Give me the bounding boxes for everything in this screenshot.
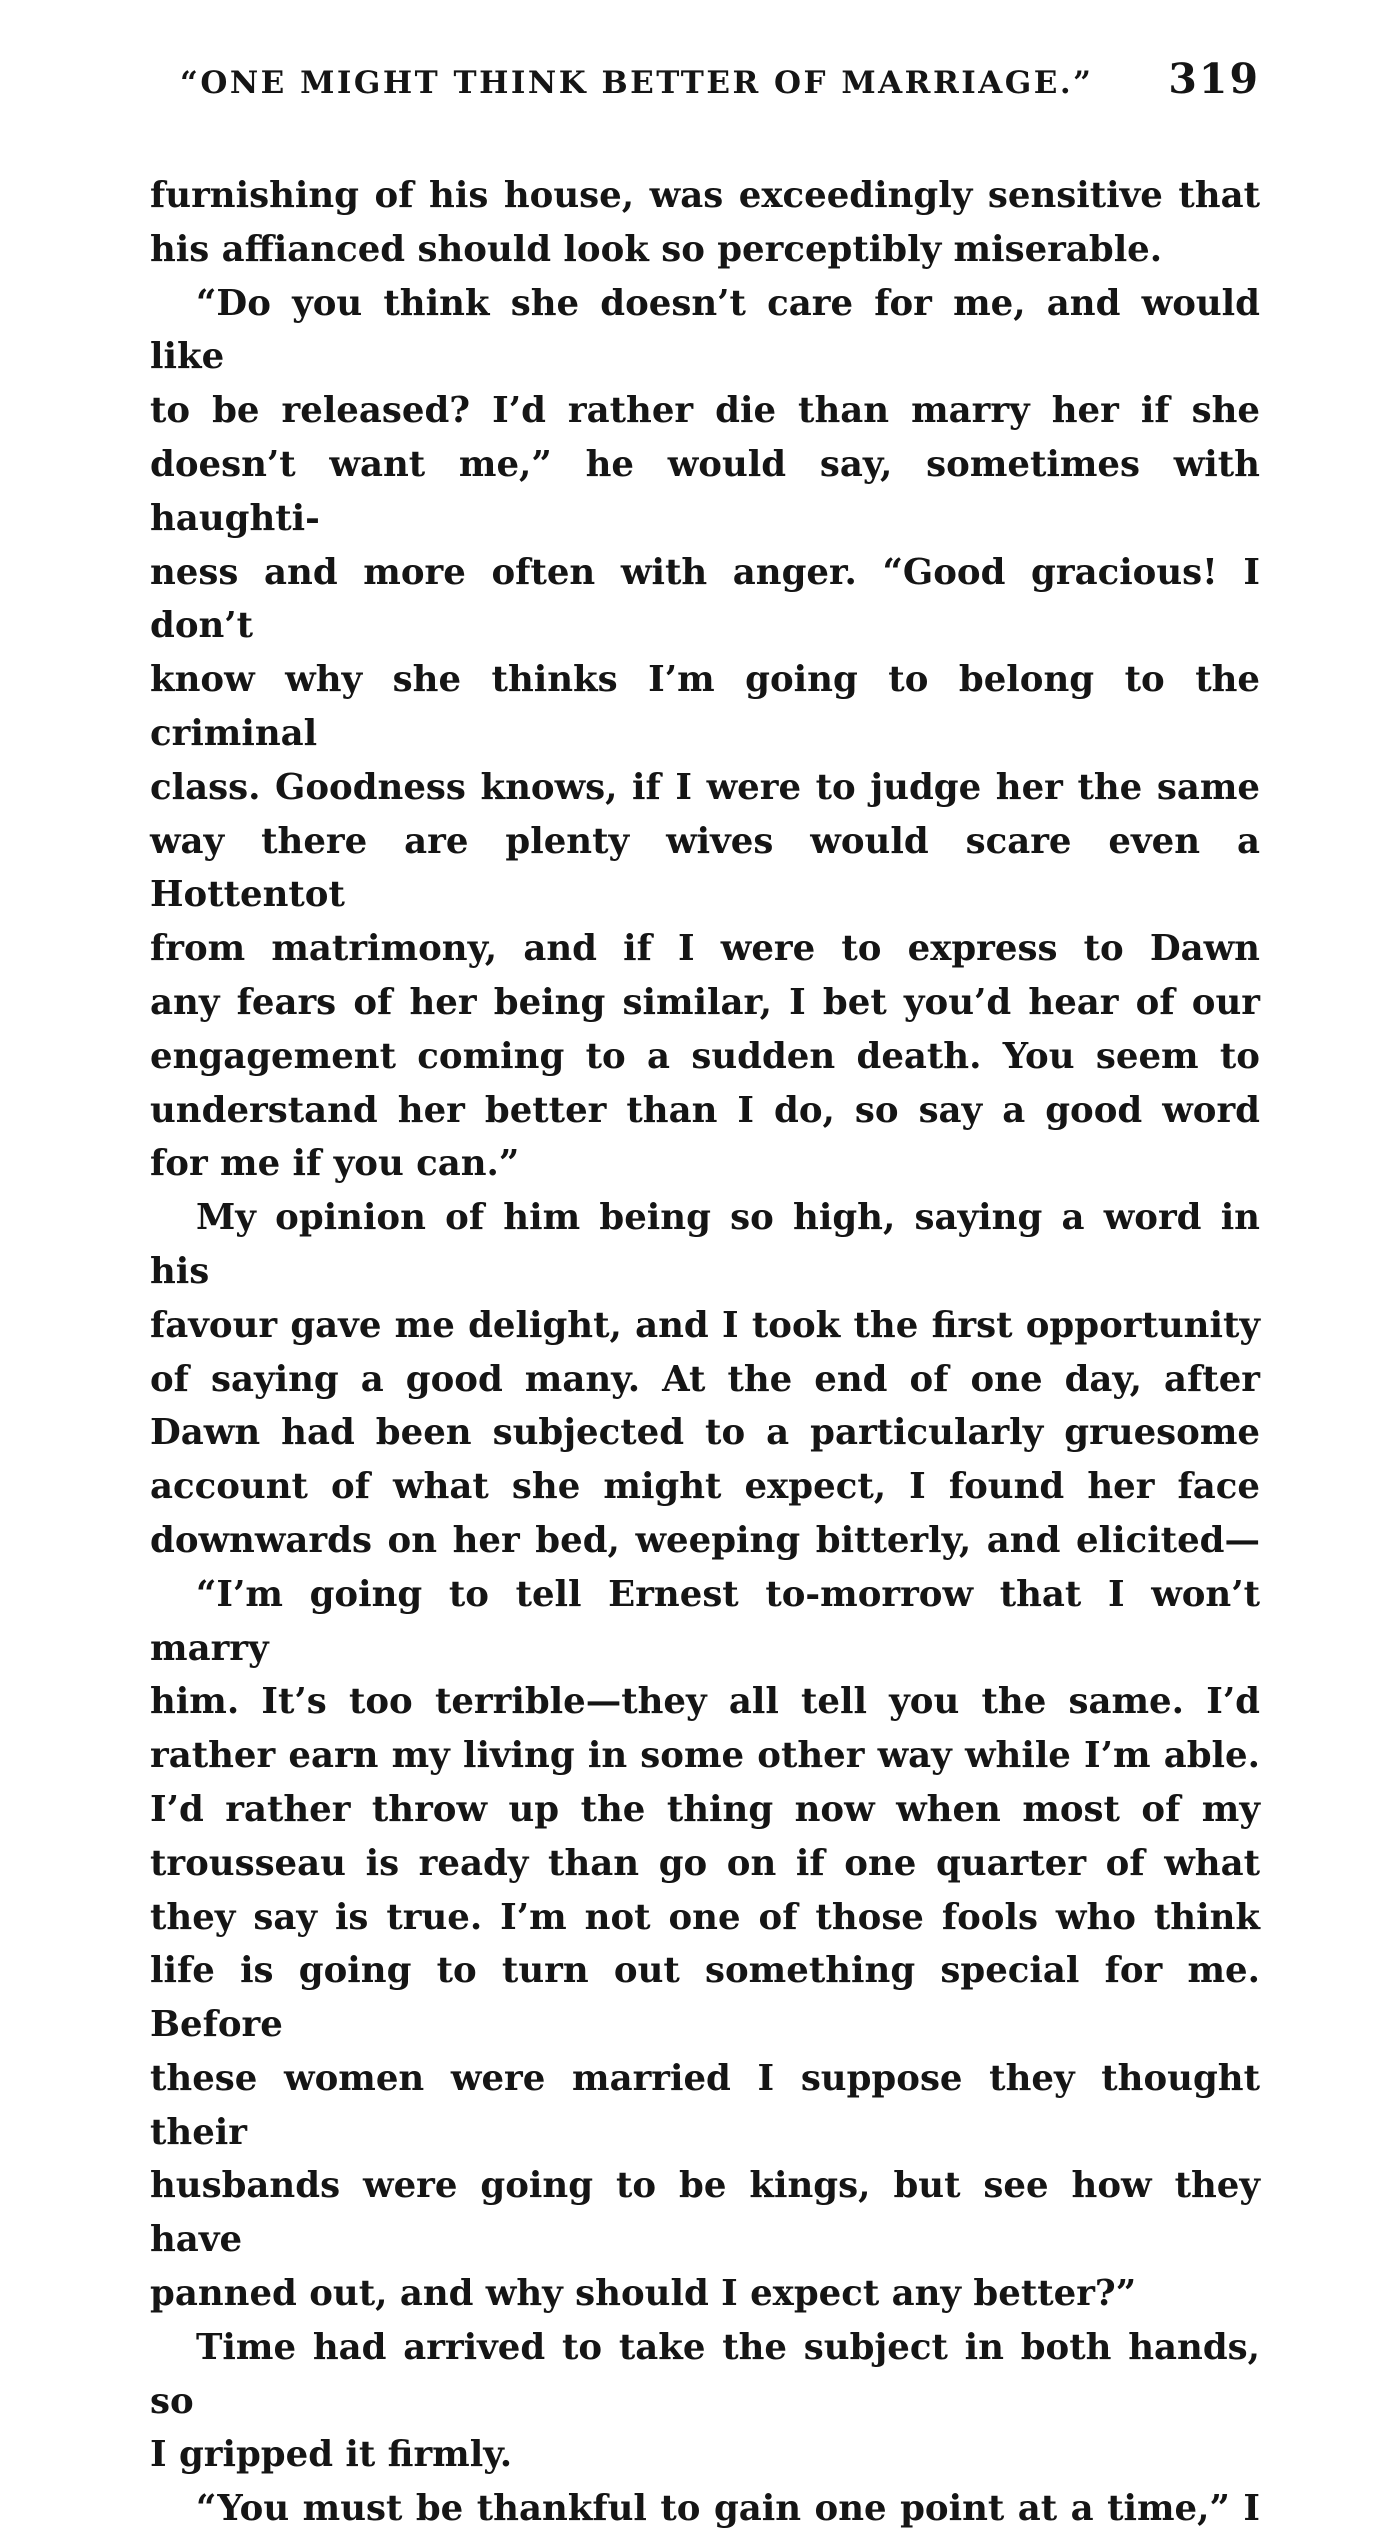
text-line: class. Goodness knows, if I were to judge her the same [150, 766, 1260, 808]
text-line: him. It’s too terrible—they all tell you the same. I’d [150, 1681, 1260, 1723]
text-line: ness and more often with anger. “Good gracious! I don’t [150, 551, 1260, 647]
text-line: from matrimony, and if I were to express to Dawn [150, 928, 1260, 970]
text-line: understand her better than I do, so say a good word [150, 1089, 1260, 1131]
text-line: “Do you think she doesn’t care for me, and would like [150, 282, 1260, 378]
text-line: trousseau is ready than go on if one quarter of what [150, 1842, 1260, 1884]
text-line: for me if you can.” [150, 1143, 520, 1185]
text-line: life is going to turn out something special for me. Before [150, 1950, 1260, 2046]
text-line: furnishing of his house, was exceedingly sensitive that [150, 175, 1260, 216]
text-line: panned out, and why should I expect any better?” [150, 2273, 1137, 2315]
text-line: any fears of her being similar, I bet you’d hear of our [150, 981, 1260, 1023]
text-line: downwards on her bed, weeping bitterly, and elicited— [150, 1519, 1260, 1561]
text-line: Dawn had been subjected to a particularly gruesome [150, 1412, 1260, 1454]
text-line: they say is true. I’m not one of those fools who think [150, 1896, 1260, 1938]
text-line: account of what she might expect, I found her face [150, 1466, 1260, 1508]
text-line: these women were married I suppose they thought their [150, 2057, 1260, 2153]
page-number: 319 [1168, 55, 1260, 103]
text-line: doesn’t want me,” he would say, sometimes with haughti- [150, 443, 1260, 539]
text-line: My opinion of him being so high, saying a word in his [150, 1197, 1260, 1292]
text-line: rather earn my living in some other way while I’m able. [150, 1735, 1260, 1777]
text-line: I’d rather throw up the thing now when most of my [150, 1788, 1260, 1830]
running-head-title: “ONE MIGHT THINK BETTER OF MARRIAGE.” [180, 65, 1094, 101]
text-line: I gripped it firmly. [150, 2434, 513, 2476]
running-head [150, 55, 1260, 135]
text-line: “You must be thankful to gain one point at a time,” I [196, 2488, 1260, 2530]
text-line: engagement coming to a sudden death. You seem to [150, 1035, 1260, 1077]
text-line: of saying a good many. At the end of one day, after [150, 1358, 1260, 1400]
text-line: his affianced should look so perceptibly miserable. [150, 228, 1163, 270]
text-line: “I’m going to tell Ernest to-morrow that I won’t marry [150, 1573, 1260, 1669]
text-line: Time had arrived to take the subject in both hands, so [150, 2326, 1260, 2422]
text-line: to be released? I’d rather die than marry her if she [150, 390, 1260, 432]
text-line: husbands were going to be kings, but see how they have [150, 2165, 1260, 2261]
text-line: way there are plenty wives would scare even a Hottentot [150, 820, 1260, 916]
text-line: know why she thinks I’m going to belong to the criminal [150, 659, 1260, 754]
body-text [150, 169, 1260, 2536]
text-line: favour gave me delight, and I took the first opportunity [150, 1304, 1260, 1346]
book-page [150, 55, 1260, 2530]
